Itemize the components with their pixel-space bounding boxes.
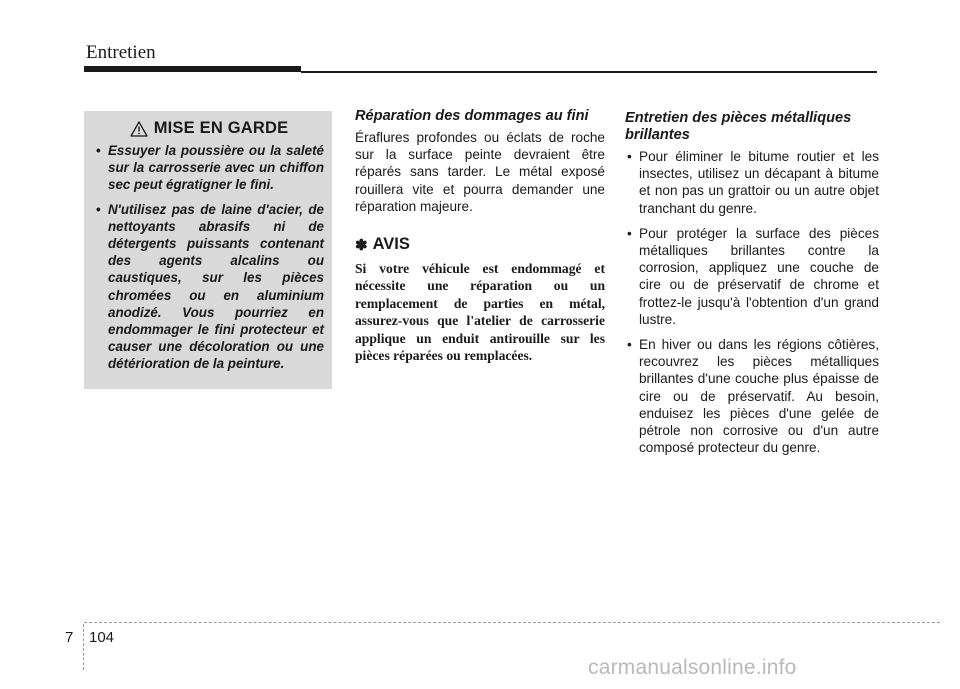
right-column	[625, 110, 879, 464]
warning-item: • Essuyer la poussière ou la saleté sur la carrosserie avec un chiffon sec peut égratigner le fini.	[94, 142, 324, 194]
warning-triangle-icon	[130, 121, 148, 137]
watermark: carmanualsonline.info	[588, 656, 797, 679]
warning-list	[94, 142, 324, 373]
list-item: • Pour éliminer le bitume routier et les insectes, utilisez un décapant à bitume et non pas un grattoir ou un autre objet tranchant du genre.	[625, 148, 879, 217]
footer-rule	[84, 622, 940, 623]
avis-title: AVIS	[372, 235, 410, 254]
section-title-repair: Réparation des dommages au fini	[355, 108, 589, 124]
list-item: • En hiver ou dans les régions côtières, recouvrez les pièces métalliques brillantes d'une couche plus épaisse de cire ou de préservatif. Au besoin, enduisez les pièces d'une gelée de pétrole non corrosive ou d'un autre composé protecteur du genre.	[625, 336, 879, 456]
avis-star-icon: ✽	[355, 236, 368, 254]
section-body-repair: Éraflures profondes ou éclats de roche sur la surface peinte devraient être réparés sans tarder. Le métal exposé rouillera vite et pourra demander une réparation majeure.	[355, 130, 605, 214]
header-rule-thin	[301, 71, 877, 73]
warning-title-text: MISE EN GARDE	[153, 119, 289, 137]
metal-care-list	[625, 148, 879, 456]
header-rule-thick	[84, 66, 301, 72]
chapter-number: 7	[65, 629, 74, 646]
warning-item: • N'utilisez pas de laine d'acier, de nettoyants abrasifs ni de détergents puissants contenant des agents alcalins ou caustiques, sur les pièces chromées ou en aluminium anodizé. Vous pourriez en endommager le fini protecteur et causer une décoloration ou une détérioration de la peinture.	[94, 201, 324, 373]
avis-body: Si votre véhicule est endommagé et nécessite une réparation ou un remplacement de parties en métal, assurez-vous que l'atelier de carrosserie applique un enduit antirouille sur les pièces réparées ou remplacées.	[355, 261, 605, 364]
middle-column	[355, 108, 605, 364]
warning-title	[94, 119, 324, 138]
section-title-metal: Entretien des pièces métalliques brillantes	[625, 110, 852, 143]
footer-divider	[83, 624, 84, 670]
page-header-title: Entretien	[86, 42, 156, 63]
avis-heading	[355, 235, 605, 254]
page-number: 104	[89, 629, 115, 646]
warning-box	[84, 111, 332, 389]
list-item: • Pour protéger la surface des pièces métalliques brillantes contre la corrosion, appliquez une couche de cire ou de préservatif de chrome et frottez-le jusqu'à l'obtention d'un grand lustre.	[625, 225, 879, 328]
